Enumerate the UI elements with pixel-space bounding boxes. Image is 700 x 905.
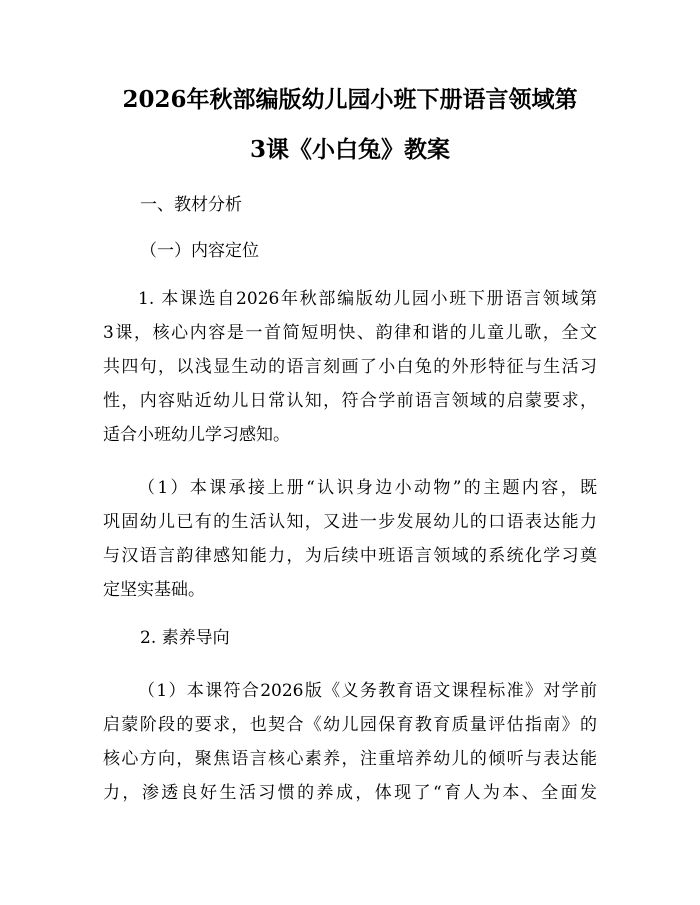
document-title-line-2: 3课《小白兔》教案 [249, 136, 450, 163]
paragraph-3-line-4: 力，渗透良好生活习惯的养成，体现了“育人为本、全面发 [103, 783, 597, 803]
paragraph-2-line-1: （1）本课承接上册“认识身边小动物”的主题内容，既 [138, 478, 597, 498]
paragraph-3-line-3: 核心方向，聚焦语言核心素养，注重培养幼儿的倾听与表达能 [103, 749, 597, 769]
item-heading-literacy-orientation: 2. 素养导向 [140, 628, 230, 648]
section-heading-teaching-material-analysis: 一、教材分析 [140, 195, 242, 215]
paragraph-3-line-2: 启蒙阶段的要求，也契合《幼儿园保育教育质量评估指南》的 [103, 715, 597, 735]
paragraph-3-line-1: （1）本课符合2026版《义务教育语文课程标准》对学前 [138, 681, 597, 701]
paragraph-1-line-3: 共四句，以浅显生动的语言刻画了小白兔的外形特征与生活习 [103, 357, 597, 377]
subsection-heading-content-positioning: （一）内容定位 [140, 241, 259, 261]
paragraph-2-line-3: 与汉语言韵律感知能力，为后续中班语言领域的系统化学习奠 [103, 546, 597, 566]
paragraph-2-line-2: 巩固幼儿已有的生活认知，又进一步发展幼儿的口语表达能力 [103, 512, 597, 532]
paragraph-1-line-2: 3课，核心内容是一首简短明快、韵律和谐的儿童儿歌，全文 [103, 323, 597, 343]
paragraph-1-line-1: 1. 本课选自2026年秋部编版幼儿园小班下册语言领域第 [138, 289, 597, 309]
paragraph-1-line-5: 适合小班幼儿学习感知。 [103, 425, 290, 445]
document-title-line-1: 2026年秋部编版幼儿园小班下册语言领域第 [122, 86, 578, 113]
paragraph-1-line-4: 性，内容贴近幼儿日常认知，符合学前语言领域的启蒙要求， [103, 391, 597, 411]
paragraph-2-line-4: 定坚实基础。 [103, 580, 205, 600]
